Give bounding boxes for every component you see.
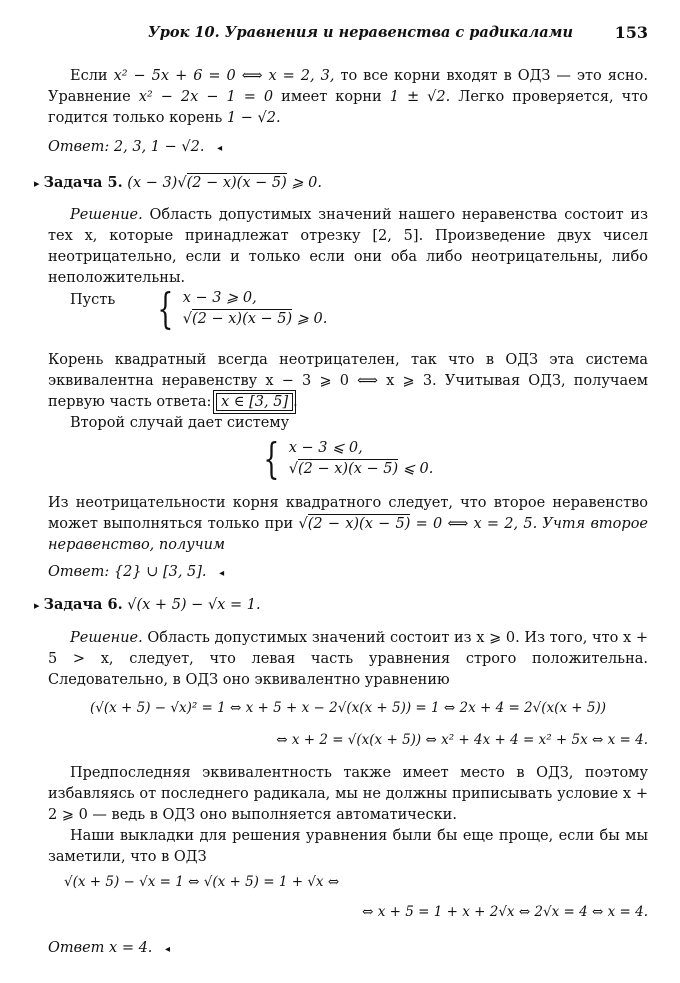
answer-label: Ответ [48, 940, 105, 956]
let-label-block: Пусть [70, 292, 116, 308]
page-header [48, 22, 648, 46]
answer-1 [48, 137, 648, 159]
solution-6-remark: Предпоследняя эквивалентность также имеет место в ОДЗ, поэтому избавляясь от последнего радикала, мы не должны приписывать условие x + 2 ⩾ 0 — ведь в ОДЗ оно выполняется автоматически. Наши выкладки для решения уравнения были бы еще проще, если бы мы заметили, что в ОДЗ [48, 765, 648, 865]
answer-label: Ответ: [48, 564, 110, 580]
task-label: Задача 6. [43, 596, 123, 613]
task-6 [34, 594, 648, 616]
system-1: { x − 3 ⩾ 0, √ (2 − x)(x − 5) ⩾ 0. [152, 288, 327, 330]
answer-label: Ответ: [48, 139, 110, 155]
boxed-answer: x ∈ [3, 5] [216, 393, 293, 411]
solution-5-part1: Корень квадратный всегда неотрицателен, так что в ОДЗ эта система эквивалентна неравенству x − 3 ⩾ 0 ⟺ x ⩾ 3. Учитывая ОДЗ, получаем первую часть ответа: x ∈ [3, 5] . Второй случай дает систему [48, 352, 648, 431]
system-2: { x − 3 ⩽ 0, √ (2 − x)(x − 5) ⩽ 0. [258, 438, 433, 480]
task-label: Задача 5. [43, 174, 123, 191]
answer-value: x = 4. [109, 940, 153, 956]
derivation-line-2: ⇔ x + 2 = √(x(x + 5)) ⇔ x² + 4x + 4 = x² + 5x ⇔ x = 4. [276, 732, 648, 748]
solution-5-part2: Из неотрицательности корня квадратного следует, что второе неравенство может выполняться только при √ (2 − x)(x − 5) = 0 ⟺ x = 2, 5. Учтя второе неравенство, получим [48, 493, 648, 556]
brace-symbol: { [157, 284, 174, 333]
task-statement: √(x + 5) − √x = 1. [127, 597, 261, 613]
task-5: ▸ Задача 5. (x − 3)√ (2 − x)(x − 5) ⩾ 0. [48, 172, 648, 194]
solution-5-intro: Решение. Область допустимых значений нашего неравенства состоит из тех x, которые принадлежат отрезку [2, 5]. Произведение двух чисел неотрицательно, если и только если они оба либо неотрицательны, либо неположительны. [48, 207, 648, 286]
brace-symbol: { [263, 434, 280, 483]
answer-3 [48, 938, 648, 960]
answer-2 [48, 562, 648, 584]
equation: x² − 2x − 1 = 0 [138, 89, 274, 105]
derivation-line-1: (√(x + 5) − √x)² = 1 ⇔ x + 5 + x − 2√(x(x + 5)) = 1 ⇔ 2x + 4 = 2√(x(x + 5)) [89, 700, 607, 716]
equation: 1 ± √2. [389, 89, 451, 105]
equation: x² − 5x + 6 = 0 ⟺ x = 2, 3, [113, 68, 335, 84]
end-marker-icon: ◂ [217, 143, 223, 154]
page [34, 0, 649, 983]
solution-6-intro: Решение. Область допустимых значений состоит из x ⩾ 0. Из того, что x + 5 > x, следует, что левая часть уравнения строго положительна. Следовательно, в ОДЗ оно эквивалентно уравнению [48, 630, 648, 688]
end-marker-icon: ◂ [219, 568, 225, 579]
sqrt-symbol [177, 175, 186, 191]
solution-label: Решение. [70, 630, 143, 646]
paragraph-odz: Если x² − 5x + 6 = 0 ⟺ x = 2, 3, то все корни входят в ОДЗ — это ясно. Уравнение x² − 2x − 1 = 0 имеет корни 1 ± √2. Легко проверяется, что годится только корень 1 − √2. [48, 68, 649, 126]
running-title: Урок 10. Уравнения и неравенства с радикалами [148, 24, 573, 41]
shortcut-line-1: √(x + 5) − √x = 1 ⇔ √(x + 5) = 1 + √x ⇔ [64, 874, 340, 890]
shortcut-line-2: ⇔ x + 5 = 1 + x + 2√x ⇔ 2√x = 4 ⇔ x = 4. [362, 904, 648, 920]
equation: 1 − √2. [226, 110, 281, 126]
page-number: 153 [614, 23, 648, 42]
solution-label: Решение. [70, 207, 143, 223]
answer-value: {2} ∪ [3, 5]. [113, 564, 207, 580]
task-marker-icon: ▸ [34, 599, 40, 612]
end-marker-icon: ◂ [165, 944, 171, 955]
answer-value: 2, 3, 1 − √2. [113, 139, 205, 155]
task-marker-icon: ▸ [34, 177, 40, 190]
